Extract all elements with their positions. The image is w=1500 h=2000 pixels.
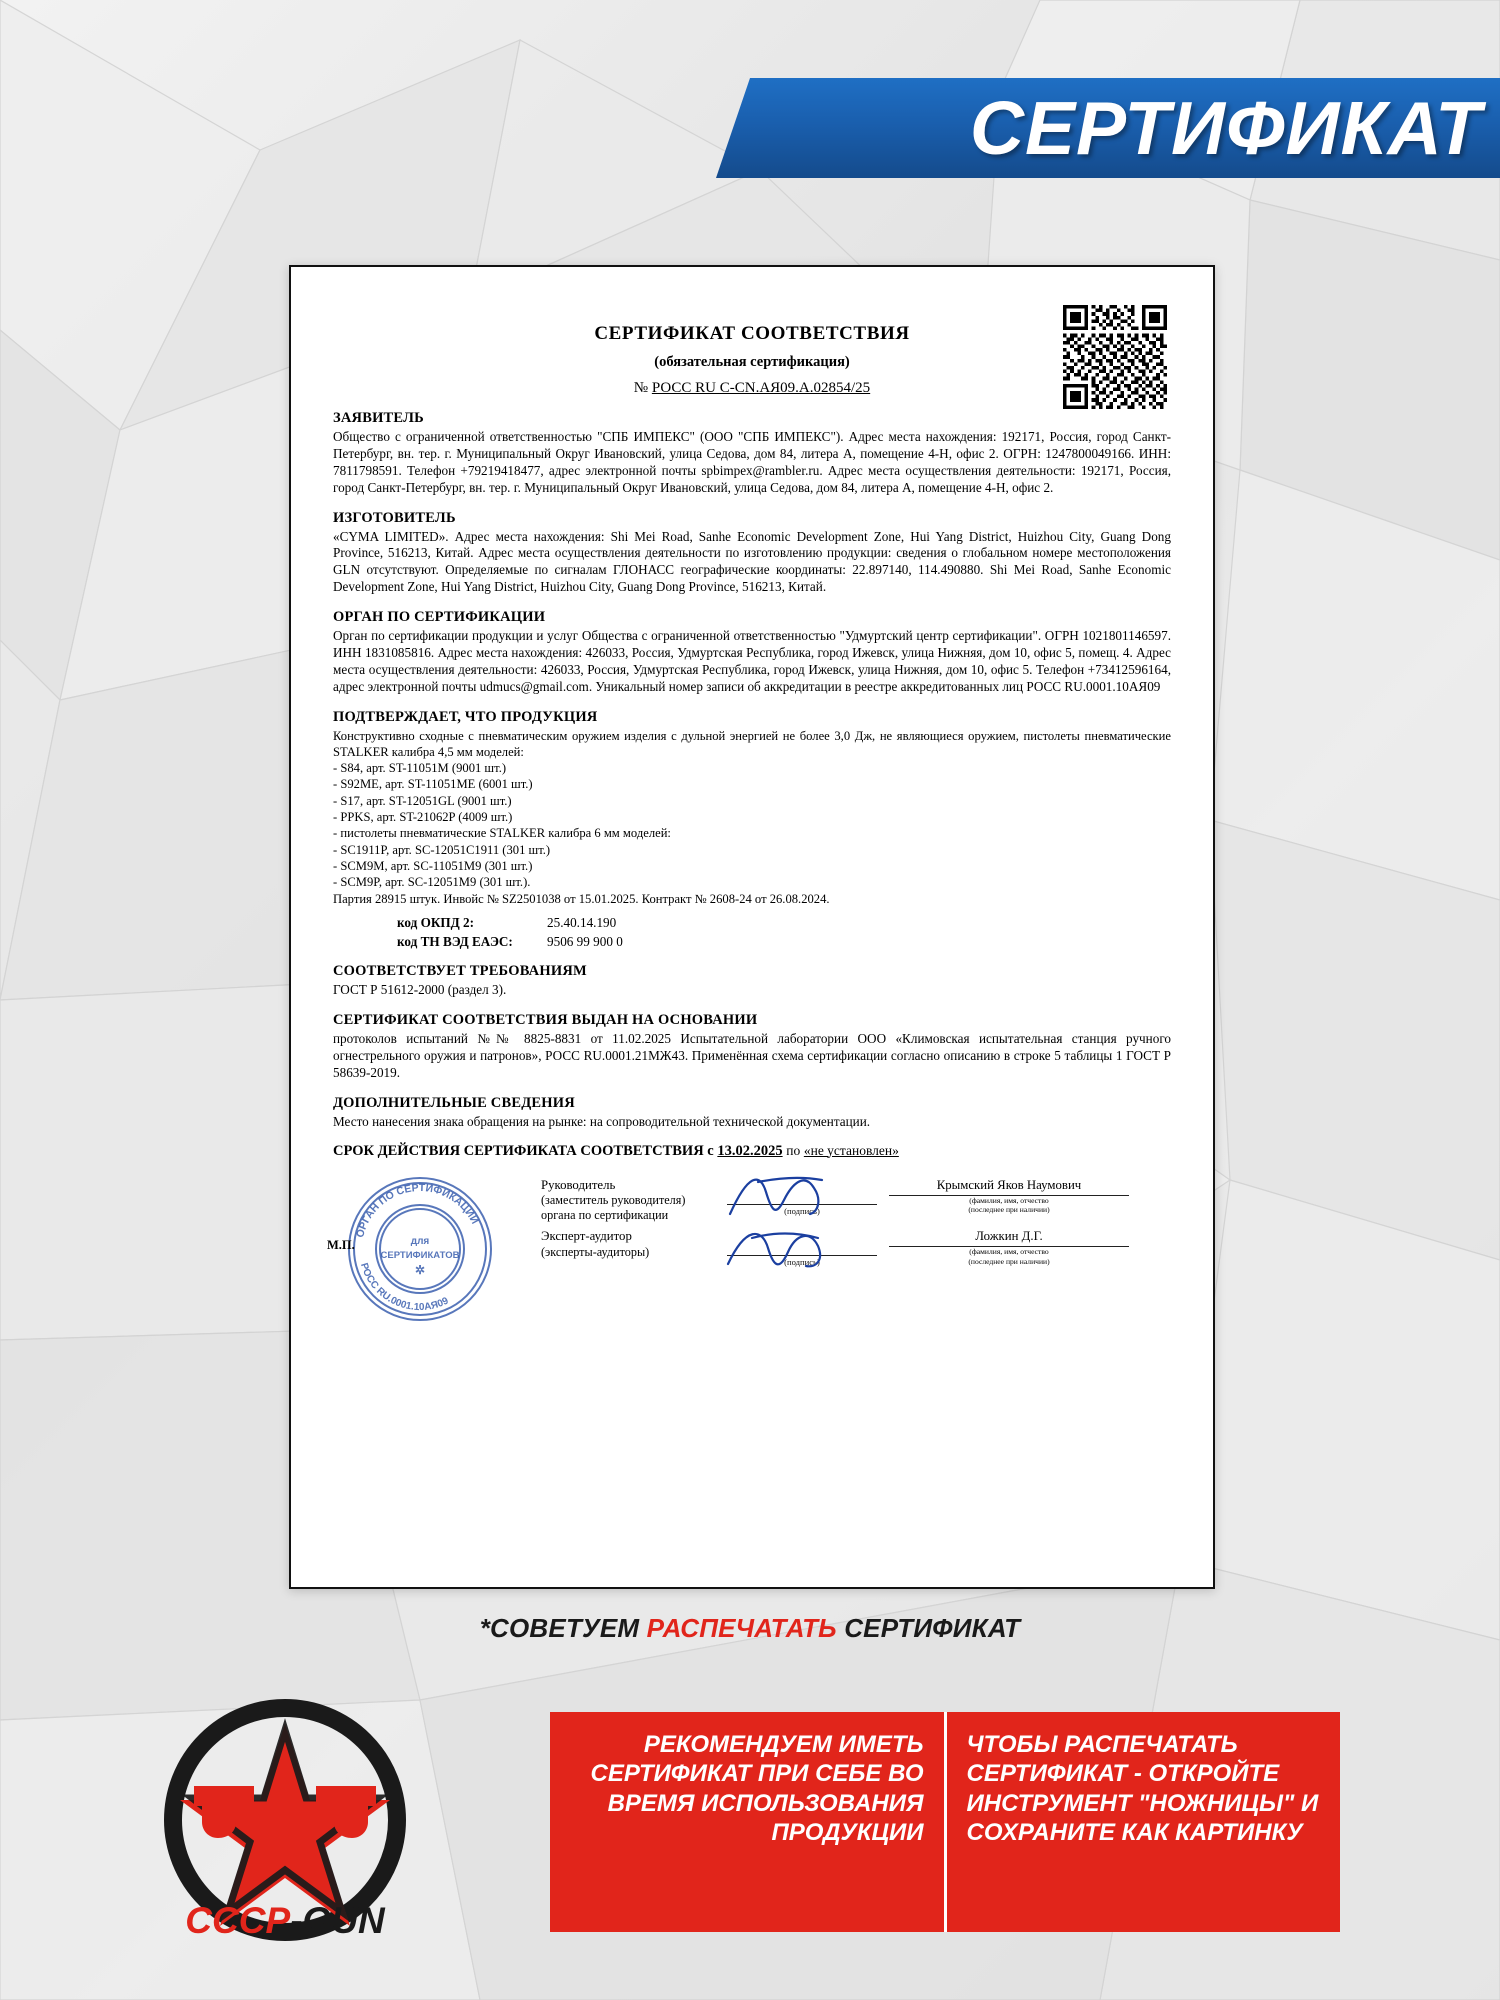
- section-body: ГОСТ Р 51612-2000 (раздел 3).: [333, 982, 507, 998]
- footer-notice-left: РЕКОМЕНДУЕМ ИМЕТЬ СЕРТИФИКАТ ПРИ СЕБЕ ВО ВРЕМЯ ИСПОЛЬЗОВАНИЯ ПРОДУКЦИИ: [550, 1712, 947, 1932]
- signature-line: [727, 1178, 877, 1216]
- section-manufacturer: [333, 510, 1171, 597]
- section-body: протоколов испытаний №№ 8825-8831 от 11.02.2025 Испытательной лаборатории ООО «Климовская испытательная станция ручного огнестрельного оружия и патронов», РОСС RU.0001.21МЖ43. Применённая схема сертификации согласно описанию в строке 5 таблицы 1 ГОСТ Р 58639-2019.: [333, 1031, 1171, 1080]
- footer-notice-right: ЧТОБЫ РАСПЕЧАТАТЬ СЕРТИФИКАТ - ОТКРОЙТЕ ИНСТРУМЕНТ "НОЖНИЦЫ" И СОХРАНИТЕ КАК КАРТИНКУ: [966, 1731, 1319, 1846]
- section-product: [333, 709, 1171, 907]
- code-label: код ТН ВЭД ЕАЭС:: [397, 934, 513, 950]
- section-heading: ИЗГОТОВИТЕЛЬ: [333, 509, 456, 526]
- product-item: - SCM9M, арт. SC-11051M9 (301 шт.): [333, 859, 533, 874]
- brand-logo-text: [150, 1900, 420, 1942]
- signer-name-block: [877, 1229, 1129, 1266]
- svg-text:СЕРТИФИКАТОВ: СЕРТИФИКАТОВ: [380, 1249, 460, 1261]
- code-row: [397, 915, 1171, 931]
- certificate-subtitle: (обязательная сертификация): [654, 354, 850, 370]
- product-codes: [397, 915, 1171, 950]
- signature-line: [727, 1229, 877, 1267]
- role-line-3: органа по сертификации: [541, 1208, 669, 1223]
- signer-name: Крымский Яков Наумович: [889, 1178, 1129, 1196]
- section-certification-body: [333, 609, 1171, 696]
- section-applicant: [333, 410, 1171, 497]
- brand-name-red: СССР: [185, 1900, 291, 1941]
- signature-area: [327, 1172, 1171, 1322]
- section-heading: СЕРТИФИКАТ СООТВЕТСТВИЯ ВЫДАН НА ОСНОВАНИИ: [333, 1012, 758, 1029]
- qr-code-icon: [1063, 305, 1167, 409]
- code-value: 25.40.14.190: [547, 915, 617, 931]
- header-banner: [716, 78, 1500, 178]
- product-item: - S92ME, арт. ST-11051ME (6001 шт.): [333, 777, 533, 792]
- validity-mid: по: [786, 1142, 801, 1158]
- stamp-mp-label: М.П.: [327, 1237, 355, 1252]
- section-heading: ПОДТВЕРЖДАЕТ, ЧТО ПРОДУКЦИЯ: [333, 708, 598, 725]
- section-heading: ДОПОЛНИТЕЛЬНЫЕ СВЕДЕНИЯ: [333, 1094, 575, 1111]
- code-row: [397, 934, 1171, 950]
- role-line-2: (эксперты-аудиторы): [541, 1244, 650, 1259]
- section-additional: [333, 1095, 1171, 1131]
- section-requirements: [333, 963, 1171, 999]
- certificate-number: РОСС RU C-CN.АЯ09.А.02854/25: [651, 380, 871, 396]
- section-basis: [333, 1012, 1171, 1082]
- signature-caption: (подпись): [784, 1256, 820, 1267]
- role-line-1: Руководитель: [541, 1177, 616, 1192]
- caption-highlight: РАСПЕЧАТАТЬ: [646, 1613, 837, 1643]
- validity-line: [333, 1143, 1171, 1160]
- certificate-header: [333, 323, 1171, 397]
- section-heading: ЗАЯВИТЕЛЬ: [333, 410, 424, 426]
- signer-name: Ложкин Д.Г.: [889, 1229, 1129, 1247]
- number-prefix: №: [633, 380, 649, 396]
- validity-label: СРОК ДЕЙСТВИЯ СЕРТИФИКАТА СООТВЕТСТВИЯ с: [333, 1142, 714, 1159]
- product-item: - SCM9P, арт. SC-12051M9 (301 шт.).: [333, 875, 531, 890]
- certificate-title: СЕРТИФИКАТ СООТВЕТСТВИЯ: [594, 323, 910, 344]
- product-intro: Конструктивно сходные с пневматическим оружием изделия с дульной энергией не более 3,0 Дж, не являющиеся оружием, пистолеты пневматические STALKER калибра 4,5 мм моделей:: [333, 728, 1171, 759]
- code-label: код ОКПД 2:: [397, 915, 475, 931]
- signature-caption: (подпись): [784, 1205, 820, 1216]
- signer-caption-1: (фамилия, имя, отчество: [969, 1246, 1049, 1256]
- svg-text:ОРГАН ПО СЕРТИФИКАЦИИ: ОРГАН ПО СЕРТИФИКАЦИИ: [354, 1181, 481, 1239]
- signature-rule: [727, 1178, 877, 1205]
- signature-rule: [727, 1229, 877, 1256]
- signature-rows: [541, 1178, 1379, 1273]
- brand-name-dark: -GUN: [290, 1900, 385, 1941]
- section-heading: СООТВЕТСТВУЕТ ТРЕБОВАНИЯМ: [333, 963, 587, 980]
- footer-notice-box: [550, 1712, 1340, 1932]
- caption-prefix: *СОВЕТУЕМ: [479, 1613, 647, 1643]
- section-body: Орган по сертификации продукции и услуг Общества с ограниченной ответственностью "Удмуртский центр сертификации". ОГРН 1021801146597. ИНН 1831085816. Адрес места нахождения: 426033, Россия, Удмуртская Республика, город Ижевск, улица Нижняя, дом 10, офис 5, помещ. 4. Адрес места осуществления деятельности: 426033, Россия, Удмуртская Республика, город Ижевск, улица Нижняя, дом 10, офис 5. Телефон +73412596164, адрес электронной почты udmucs@gmail.com. Уникальный номер записи об аккредитации в реестре аккредитованных лиц РОСС RU.0001.10АЯ09: [333, 628, 1171, 694]
- section-body: Место нанесения знака обращения на рынке: на сопроводительной технической документации.: [333, 1113, 871, 1129]
- signer-caption-1: (фамилия, имя, отчество: [969, 1195, 1049, 1205]
- code-value: 9506 99 900 0: [547, 934, 623, 950]
- product-intro-6mm: - пистолеты пневматические STALKER калибра 6 мм моделей:: [333, 826, 671, 841]
- validity-date-to: «не установлен»: [803, 1142, 899, 1158]
- certificate-sheet: [289, 265, 1215, 1589]
- product-batch-info: Партия 28915 штук. Инвойс № SZ2501038 от 15.01.2025. Контракт № 2608-24 от 26.08.2024.: [333, 891, 830, 906]
- caption-suffix: СЕРТИФИКАТ: [836, 1613, 1021, 1643]
- svg-text:РОСС RU.0001.10АЯ09: РОСС RU.0001.10АЯ09: [357, 1261, 451, 1313]
- role-line-2: (заместитель руководителя): [541, 1193, 686, 1208]
- signer-caption-2: (последнее при наличии): [968, 1256, 1050, 1266]
- svg-text:✲: ✲: [414, 1262, 426, 1277]
- section-heading: ОРГАН ПО СЕРТИФИКАЦИИ: [333, 609, 546, 626]
- signature-row: [541, 1229, 1379, 1267]
- certificate-number-line: [333, 380, 1171, 397]
- signer-name-block: [877, 1178, 1129, 1215]
- role-line-1: Эксперт-аудитор: [541, 1228, 632, 1243]
- product-item: - S84, арт. ST-11051M (9001 шт.): [333, 760, 507, 775]
- signature-role: [541, 1178, 727, 1223]
- product-item: - S17, арт. ST-12051GL (9001 шт.): [333, 793, 512, 808]
- official-stamp: [345, 1174, 495, 1324]
- product-item: - PPKS, арт. ST-21062P (4009 шт.): [333, 809, 513, 824]
- signer-caption-2: (последнее при наличии): [968, 1205, 1050, 1215]
- signature-row: [541, 1178, 1379, 1223]
- section-body: «CYMA LIMITED». Адрес места нахождения: Shi Mei Road, Sanhe Economic Development Zone, Hui Yang District, Huizhou City, Guang Dong Province, 516213, Китай. Адрес места осуществления деятельности по изготовлению продукции: сведения о глобальном номере местоположения GLN отсутствуют. Определяемые по сигналам ГЛОНАСС географические координаты: 22.897140, 114.490880. Shi Mei Road, Sanhe Economic Development Zone, Hui Yang District, Huizhou City, Guang Dong Province, 516213, Китай.: [333, 528, 1171, 595]
- signature-role: [541, 1229, 727, 1259]
- validity-date-from: 13.02.2025: [717, 1142, 783, 1159]
- banner-title: СЕРТИФИКАТ: [969, 86, 1482, 170]
- section-body: Общество с ограниченной ответственностью "СПБ ИМПЕКС" (ООО "СПБ ИМПЕКС"). Адрес места нахождения: 192171, Россия, город Санкт-Петербург, вн. тер. г. Муниципальный Округ Ивановский, улица Седова, дом 84, литера А, помещение 4-Н, офис 2. ОГРН: 1247800049166. ИНН: 7811798591. Телефон +79219418477, адрес электронной почты spbimpex@rambler.ru. Адрес места осуществления деятельности: 192171, Россия, город Санкт-Петербург, вн. тер. г. Муниципальный Округ Ивановский, улица Седова, дом 84, литера А, помещение 4-Н, офис 2.: [333, 429, 1171, 495]
- svg-text:для: для: [410, 1235, 430, 1247]
- print-advice-caption: [0, 1613, 1500, 1644]
- product-item: - SC1911P, арт. SC-12051C1911 (301 шт.): [333, 842, 551, 857]
